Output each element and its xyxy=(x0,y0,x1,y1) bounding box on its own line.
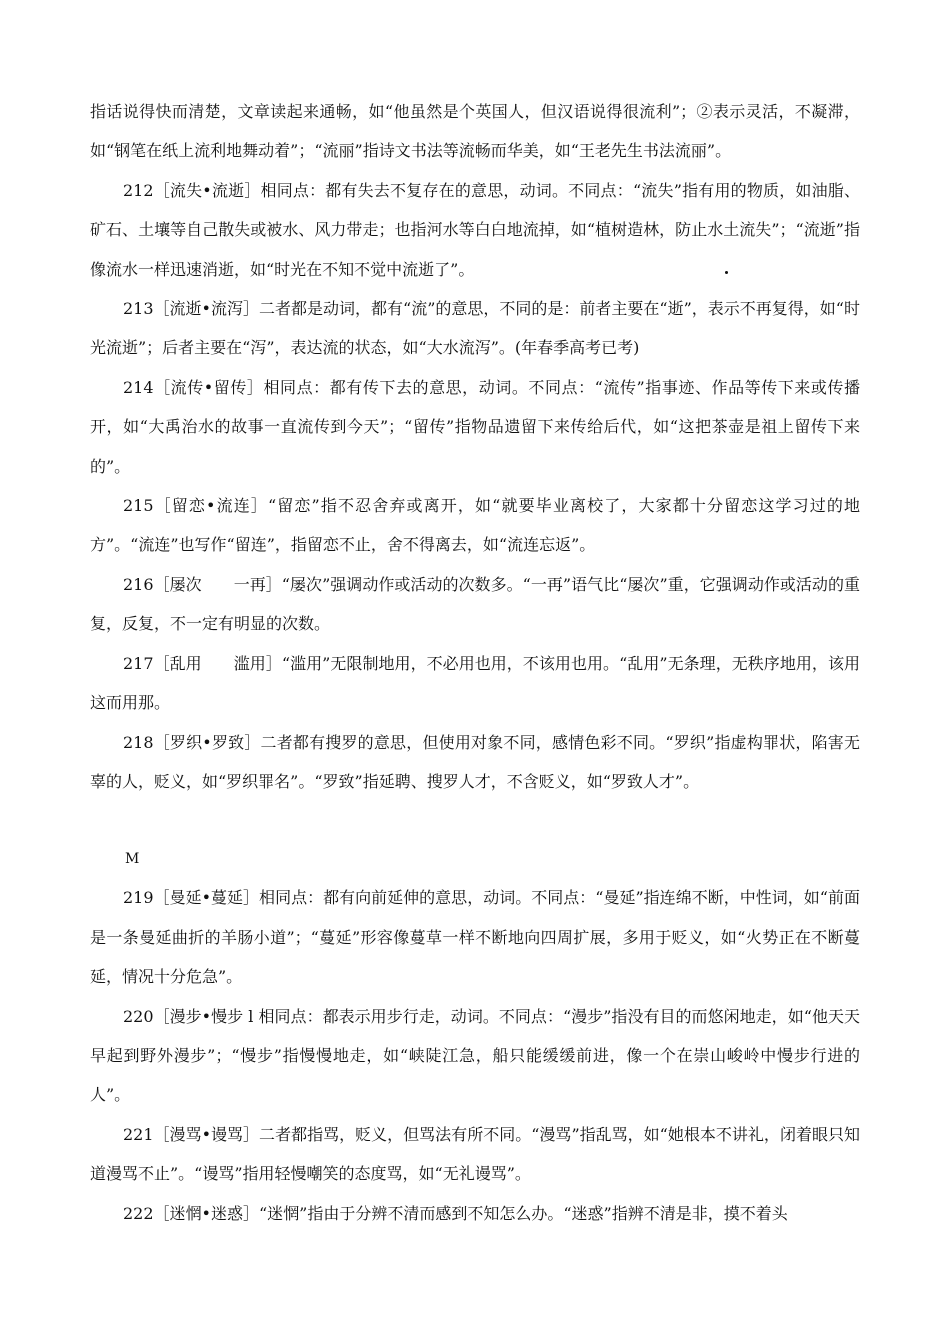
paragraph-212: 212［流失•流逝］相同点：都有失去不复存在的意思，动词。不同点：“流失”指有用的物质，如油脂、矿石、土壤等自己散失或被水、风力带走；也指河水等白白地流掉，如“植树造林，防止水土流失”；“流逝”指像流水一样迅速消逝，如“时光在不知不觉中流逝了”。 xyxy=(90,180,860,279)
paragraph-218: 218［罗织•罗致］二者都有搜罗的意思，但使用对象不同，感情色彩不同。“罗织”指虚构罪状，陷害无辜的人，贬义，如“罗织罪名”。“罗致”指延聘、搜罗人才，不含贬义，如“罗致人才”。 xyxy=(90,732,860,791)
paragraph-216: 216［屡次 一再］“屡次”强调动作或活动的次数多。“一再”语气比“屡次”重，它强调动作或活动的重复，反复，不一定有明显的次数。 xyxy=(90,574,860,634)
paragraph-217: 217［乱用 滥用］“滥用”无限制地用，不必用也用，不该用也用。“乱用”无条理，无秩序地用，该用这而用那。 xyxy=(90,653,860,713)
paragraph-214: 214［流传•留传］相同点：都有传下去的意思，动词。不同点：“流传”指事迹、作品等传下来或传播开，如“大禹治水的故事一直流传到今天”；“留传”指物品遗留下来传给后代，如“这把茶壶是祖上留传下来的”。 xyxy=(90,377,860,476)
section-heading-letter: M xyxy=(125,851,140,868)
paragraph-213: 213［流逝•流泻］二者都是动词，都有“流”的意思，不同的是：前者主要在“逝”，表示不再复得，如“时光流逝”；后者主要在“泻”，表达流的状态，如“大水流泻”。(年春季高考已考) xyxy=(90,299,860,358)
paragraph-222: 222［迷惘•迷惑］“迷惘”指由于分辨不清而感到不知怎么办。“迷惑”指辨不清是非，摸不着头 xyxy=(123,1203,788,1223)
paragraph-215: 215［留恋•流连］“留恋”指不忍舍弃或离开，如“就要毕业离校了，大家都十分留恋这学习过的地方”。“流连”也写作“留连”，指留恋不止，舍不得离去，如“流连忘返”。 xyxy=(90,496,860,555)
paragraph-220: 220［漫步•慢步 l 相同点：都表示用步行走，动词。不同点：“漫步”指没有目的而悠闲地走，如“他天天早起到野外漫步”；“慢步”指慢慢地走，如“峡陡江急，船只能缓缓前进，像一个在崇山峻岭中慢步行进的人”。 xyxy=(90,1006,860,1105)
document-page xyxy=(90,92,860,1233)
section-gap xyxy=(90,801,860,840)
stray-dot-mark xyxy=(725,271,728,274)
paragraph-continuation: 指话说得快而清楚，文章读起来通畅，如“他虽然是个英国人，但汉语说得很流利”；②表示灵活，不凝滞，如“钢笔在纸上流利地舞动着”；“流丽”指诗文书法等流畅而华美，如“王老先生书法流丽”。 xyxy=(90,102,860,161)
paragraph-219: 219［曼延•蔓延］相同点：都有向前延伸的意思，动词。不同点：“曼延”指连绵不断，中性词，如“前面是一条曼延曲折的羊肠小道”；“蔓延”形容像蔓草一样不断地向四周扩展，多用于贬义，如“火势正在不断蔓延，情况十分危急”。 xyxy=(90,888,860,987)
paragraph-221: 221［漫骂•谩骂］二者都指骂，贬义，但骂法有所不同。“漫骂”指乱骂，如“她根本不讲礼，闭着眼只知道漫骂不止”。“谩骂”指用轻慢嘲笑的态度骂，如“无礼谩骂”。 xyxy=(90,1124,860,1184)
